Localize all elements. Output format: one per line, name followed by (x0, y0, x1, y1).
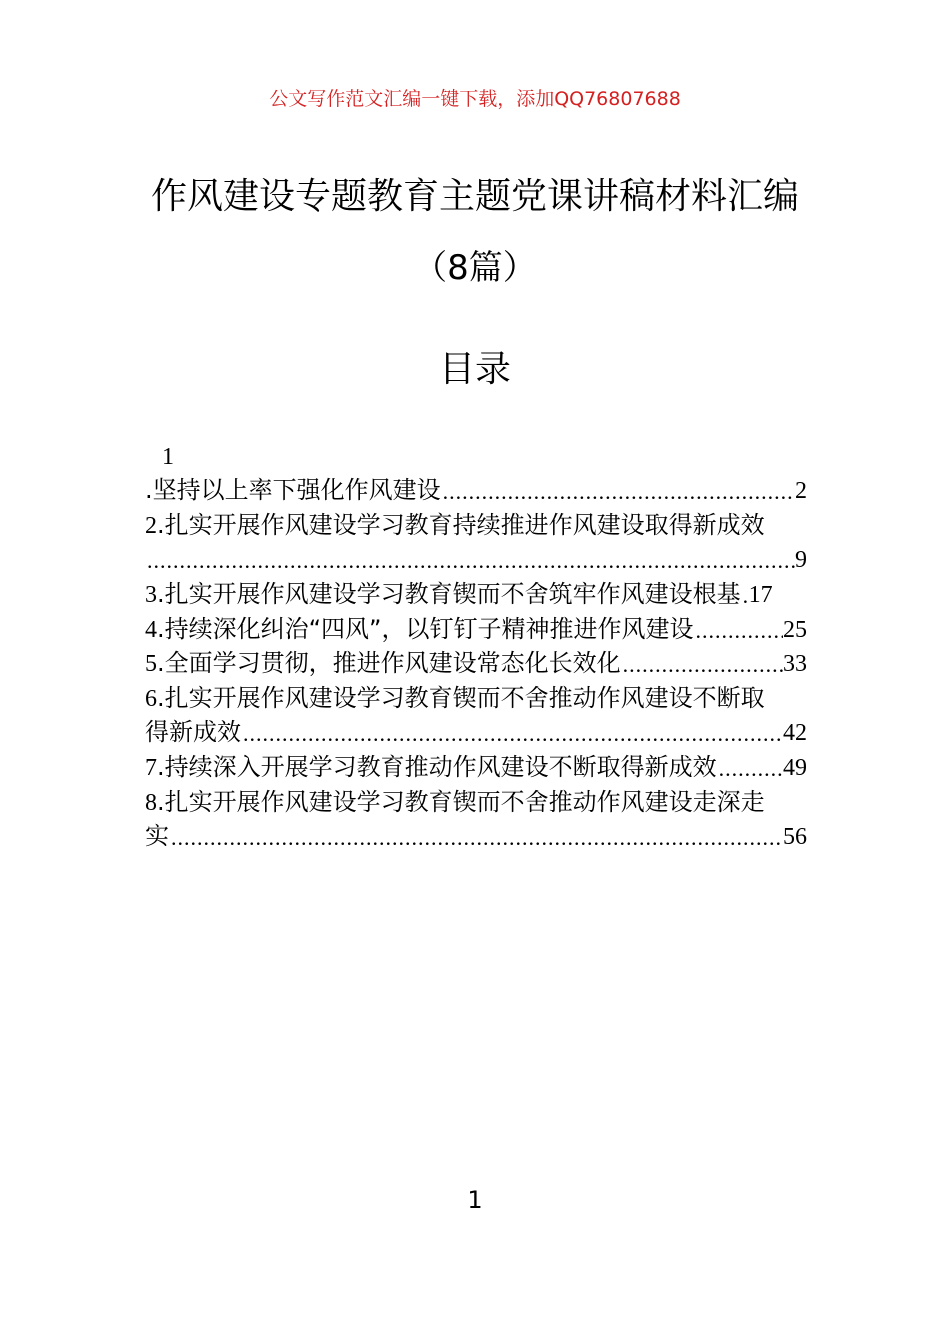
table-of-contents (145, 436, 807, 851)
toc-item-1-number: 1 (162, 443, 174, 470)
toc-item-7-page: 49 (783, 754, 807, 781)
toc-item-2-text: .扎实开展作风建设学习教育持续推进作风建设取得新成效 (157, 510, 765, 539)
toc-item-1-page: 2 (795, 478, 807, 505)
toc-item-1-number-line (145, 436, 807, 471)
toc-item-4-number: 4 (145, 616, 157, 643)
toc-item-6-page: 42 (783, 720, 807, 747)
toc-leader-dots (145, 548, 795, 574)
toc-item-2-page: 9 (795, 547, 807, 574)
toc-item-4[interactable] (145, 609, 807, 644)
toc-item-4-text: .持续深化纠治“四风”，以钉钉子精神推进作风建设 (157, 614, 694, 643)
toc-item-2-leader-line (145, 540, 807, 575)
toc-item-2-number: 2 (145, 512, 157, 539)
toc-item-5-text: .全面学习贯彻，推进作风建设常态化长效化 (157, 649, 621, 678)
toc-item-8[interactable] (145, 782, 807, 817)
toc-item-2[interactable] (145, 505, 807, 540)
toc-item-6-text-line2: 得新成效 (145, 718, 241, 747)
toc-leader-dots (241, 721, 783, 747)
toc-item-6-number: 6 (145, 685, 157, 712)
toc-leader-dots (169, 825, 783, 851)
toc-item-7-text: .持续深入开展学习教育推动作风建设不断取得新成效 (157, 752, 717, 781)
toc-heading: 目录 (438, 349, 511, 390)
toc-leader-dots (741, 583, 749, 609)
toc-item-5[interactable] (145, 644, 807, 679)
document-subtitle: （8篇） (413, 248, 537, 288)
toc-leader-dots (717, 756, 783, 782)
toc-item-3-page: 17 (748, 581, 773, 608)
toc-item-1[interactable] (145, 471, 807, 506)
toc-item-8-text-line2: 实 (145, 822, 169, 851)
toc-item-8-continuation (145, 817, 807, 852)
toc-item-3[interactable] (145, 574, 807, 609)
toc-leader-dots (621, 652, 783, 678)
toc-item-5-number: 5 (145, 651, 157, 678)
toc-item-3-number: 3 (145, 581, 157, 608)
toc-item-6-continuation (145, 713, 807, 748)
promo-banner: 公文写作范文汇编一键下载，添加QQ76807688 (269, 88, 681, 110)
toc-leader-dots (441, 479, 795, 505)
document-title: 作风建设专题教育主题党课讲稿材料汇编 (150, 176, 799, 217)
toc-item-6-text-line1: .扎实开展作风建设学习教育锲而不舍推动作风建设不断取 (157, 683, 765, 712)
toc-item-7[interactable] (145, 747, 807, 782)
toc-item-5-page: 33 (783, 651, 807, 678)
toc-item-4-page: 25 (783, 616, 807, 643)
toc-leader-dots (694, 618, 784, 644)
page-number: 1 (467, 1186, 483, 1214)
toc-item-8-page: 56 (783, 824, 807, 851)
toc-item-7-number: 7 (145, 754, 157, 781)
toc-item-6[interactable] (145, 678, 807, 713)
toc-item-1-text: .坚持以上率下强化作风建设 (145, 476, 441, 505)
toc-item-3-text: .扎实开展作风建设学习教育锲而不舍筑牢作风建设根基 (157, 579, 741, 608)
toc-item-8-text-line1: .扎实开展作风建设学习教育锲而不舍推动作风建设走深走 (157, 787, 765, 816)
toc-item-8-number: 8 (145, 789, 157, 816)
